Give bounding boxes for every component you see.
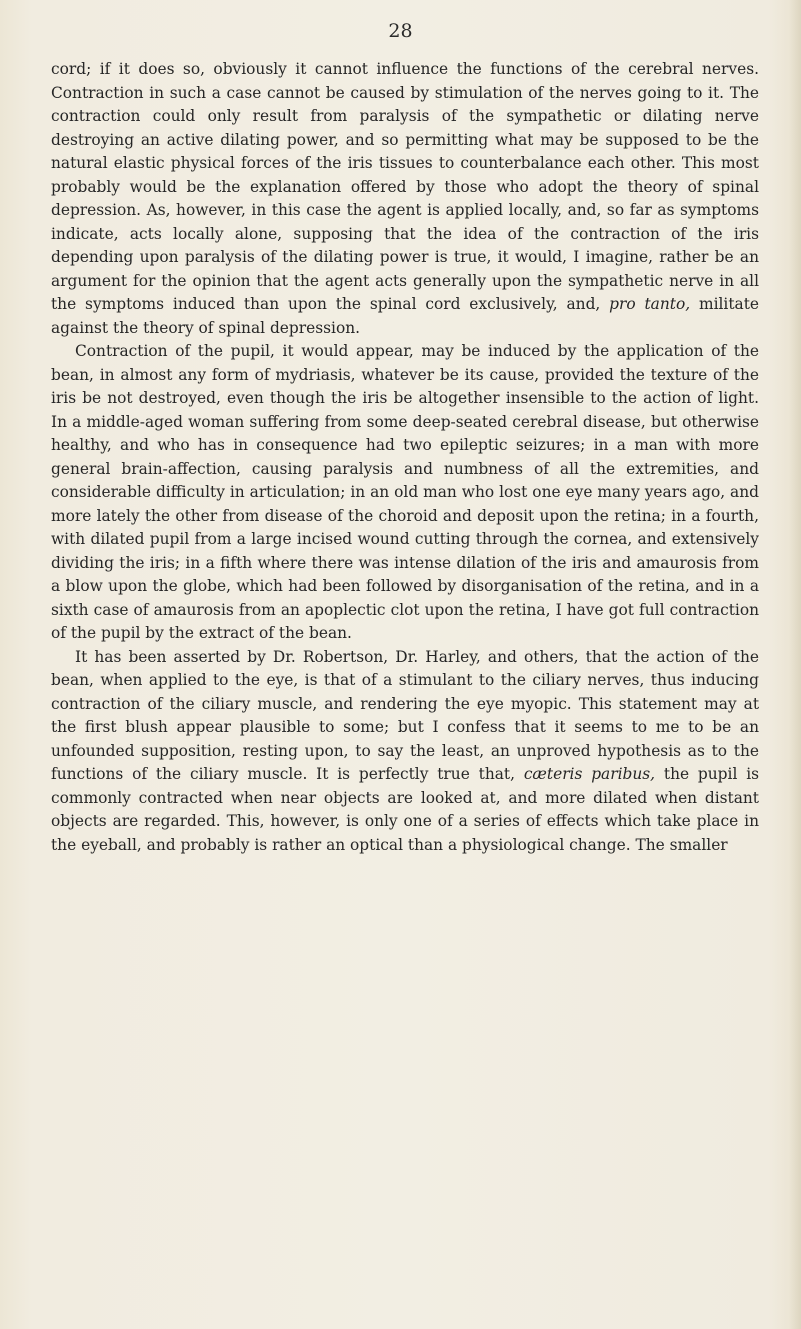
text-run: the pupil is commonly contracted when near objects are looked at, and more dilated when distant objects are regarded. This, however, is only one of a series of effects which take place in the eyeball, and probably is rather an optical than a physiological change. The smaller	[51, 765, 760, 854]
page-edge-shadow	[789, 0, 801, 1329]
text-run: Contraction of the pupil, it would appear, may be induced by the application of the bean, in almost any form of mydriasis, whatever be its cause, provided the texture of the iris be not destroyed, even though the iris be altogether insensible to the action of light. In a middle-aged woman suffering from some deep-seated cerebral disease, but otherwise healthy, and who has in consequence had two epileptic seizures; in a man with more general brain-affection, causing paralysis and numbness of all the extremities, and considerable difficulty in articulation; in an old man who lost one eye many years ago, and more lately the other from disease of the choroid and deposit upon the retina; in a fourth, with dilated pupil from a large incised wound cutting through the cornea, and extensively dividing the iris; in a fifth where there was intense dilation of the iris and amaurosis from a blow upon the globe, which had been followed by disorganisation of the retina, and in a sixth case of amaurosis from an apoplectic clot upon the retina, I have got full contraction of the pupil by the extract of the bean.	[51, 342, 759, 642]
page-number: 28	[388, 20, 413, 42]
text-run: cord; if it does so, obviously it cannot influence the functions of the cerebral nerves. Contraction in such a case cannot be caused by stimulation of the nerves going to it. The contraction could only result from paralysis of the sympathetic or dilating nerve destroying an active dilating power, and so permitting what may be supposed to be the natural elastic physical forces of the iris tissues to counterbalance each other. This most probably would be the explanation offered by those who adopt the theory of spinal depression. As, however, in this case the agent is applied locally, and, so far as symptoms indicate, acts locally alone, supposing that the idea of the contraction of the iris depending upon paralysis of the dilating power is true, it would, I imagine, rather be an argument for the opinion that the agent acts generally upon the sympathetic nerve in all the symptoms induced than upon the spinal cord exclusively, and,	[51, 60, 759, 313]
body-text	[51, 58, 759, 857]
paragraph	[51, 646, 759, 858]
paragraph	[51, 340, 759, 646]
italic-phrase: pro tanto,	[609, 295, 691, 313]
text-run: It has been asserted by Dr. Robertson, Dr. Harley, and others, that the action of the bean, when applied to the eye, is that of a stimulant to the ciliary nerves, thus inducing contraction of the ciliary muscle, and rendering the eye myopic. This statement may at the first blush appear plausible to some; but I confess that it seems to me to be an unfounded supposition, resting upon, to say the least, an unproved hypothesis as to the functions of the ciliary muscle. It is perfectly true that,	[51, 647, 759, 783]
paragraph	[51, 58, 759, 340]
italic-phrase: cæteris paribus,	[523, 765, 656, 783]
text-run: militate against the theory of spinal depression.	[51, 295, 759, 337]
